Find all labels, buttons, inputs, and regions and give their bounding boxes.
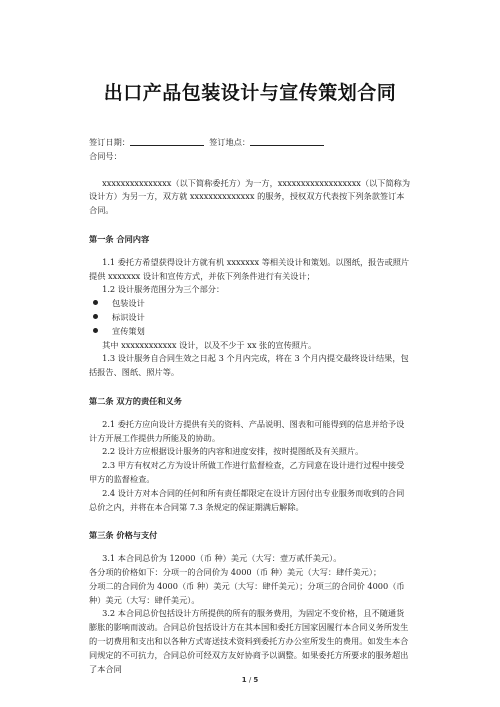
bullet-item: 宣传策划 bbox=[89, 325, 411, 339]
clause-2-1: 2.1 委托方应向设计方提供有关的资料、产品说明、图表和可能得到的信息并给予设计方开展工作提供力所能及的协助。 bbox=[89, 418, 405, 443]
clause-1-1: 1.1 委托方希望获得设计方就有机 xxxxxxx 等相关设计和策划。以图纸，报告或照片提供 xxxxxxx 设计和宣传方式，并依下列条件进行有关设计； bbox=[89, 256, 410, 281]
clause-2-3: 2.3 甲方有权对乙方为设计所做工作进行监督检查，乙方同意在设计进行过程中接受甲方的监督检查。 bbox=[89, 460, 405, 484]
sign-date-blank bbox=[130, 136, 204, 146]
sign-place-blank bbox=[250, 136, 324, 146]
bullet-icon bbox=[93, 328, 98, 333]
clause-2-4: 2.4 设计方对本合同的任何和所有责任都限定在设计方因付出专业服务而收到的合同总价之内，并将在本合同第 7.3 条规定的保证期满后解除。 bbox=[89, 487, 405, 512]
bullet-icon bbox=[93, 314, 98, 319]
sign-info-line bbox=[89, 136, 411, 150]
bullet-icon bbox=[93, 300, 98, 305]
clause-3-2: 3.2 本合同总价包括设计方所提供的所有的服务费用，为固定不变价格，且不随通货膨胀的影响而波动。合同总价包括设计方在其本国和委托方国家因履行本合同义务所发生的一切费用和支出和以各种方式寄送技术资料到委托方办公室所发生的费用。如发生本合同规定的不可抗力，合同总价可经双方友好协商予以调整。如果委托方所要求的服务超出了本合同 bbox=[89, 608, 409, 674]
sign-place-label: 签订地点： bbox=[209, 137, 251, 147]
section-1-heading: 第一条 合同内容 bbox=[89, 233, 150, 244]
section-2-heading: 第二条 双方的责任和义务 bbox=[89, 395, 182, 406]
page-number: 1 / 5 bbox=[241, 676, 259, 684]
clause-3-1-items: 各分项的价格如下：分项一的合同价为 4000（币 种）美元（大写：肆仟美元）； bbox=[89, 566, 382, 577]
intro-paragraph: xxxxxxxxxxxxxxx（以下简称委托方）为一方，xxxxxxxxxxxxxxxxxx（以下简称为设计方）为另一方，双方就 xxxxxxxxxxxxxx 的服务，授权双方代表按下列条款签订本合同。 bbox=[89, 177, 411, 216]
bullet-item: 标识设计 bbox=[89, 311, 411, 325]
bullet-item: 包装设计 bbox=[89, 297, 411, 311]
clause-3-1: 3.1 本合同总价为 12000（币 种）美元（大写：壹万贰仟美元）。 bbox=[102, 553, 342, 564]
contract-no-label: 合同号： bbox=[89, 150, 122, 161]
clause-1-2: 1.2 设计服务范围分为三个部分： bbox=[102, 284, 225, 295]
clause-3-1-items-cont: 分项二的合同价为 4000（币 种）美元（大写：肆仟美元）；分项三的合同价 4000（币 种）美元（大写：肆仟美元）。 bbox=[89, 580, 405, 605]
document-title: 出口产品包装设计与宣传策划合同 bbox=[103, 82, 397, 104]
sign-date-label: 签订日期： bbox=[89, 137, 130, 147]
clause-2-2: 2.2 设计方应根据设计服务的内容和进度安排，按时提图纸及有关照片。 bbox=[102, 446, 364, 457]
clause-1-3: 1.3 设计服务自合同生效之日起 3 个月内完成，将在 3 个月内提交最终设计结果，包括报告、图纸、照片等。 bbox=[89, 353, 409, 378]
document-body bbox=[89, 136, 411, 676]
clause-1-2-detail: 其中 xxxxxxxxxxxx 设计，以及不少于 xx 张的宣传照片。 bbox=[102, 339, 317, 350]
section-3-heading: 第三条 价格与支付 bbox=[89, 530, 158, 541]
